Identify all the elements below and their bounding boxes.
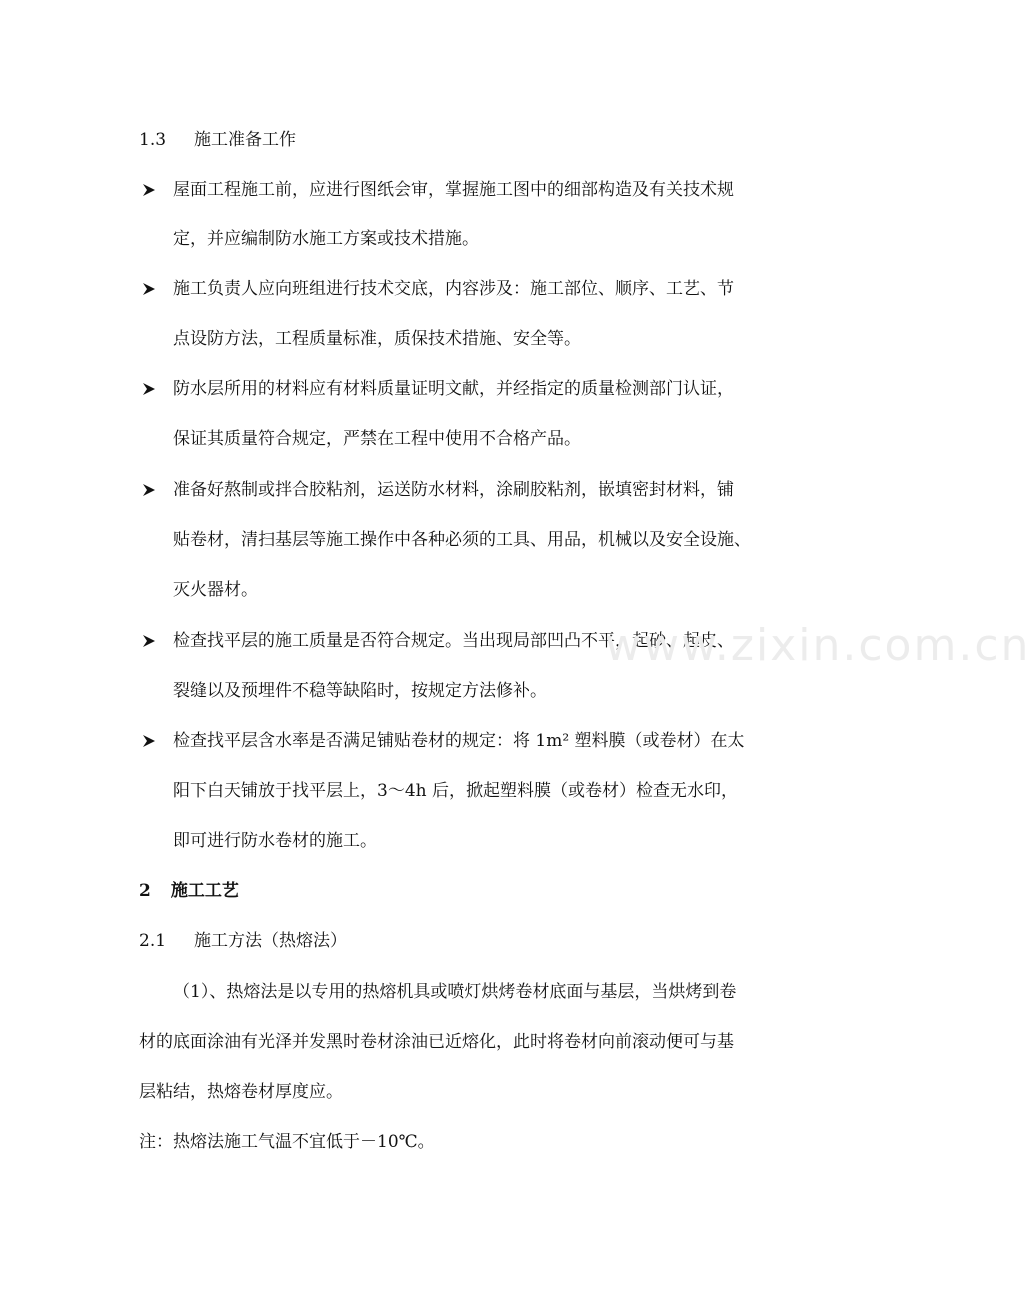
paragraph-line: （1）、热熔法是以专用的热熔机具或喷灯烘烤卷材底面与基层，当烘烤到卷: [173, 982, 737, 1002]
paragraph-line: 层粘结，热熔卷材厚度应。: [139, 1082, 343, 1102]
list-item-line: 屋面工程施工前，应进行图纸会审，掌握施工图中的细部构造及有关技术规: [173, 180, 734, 200]
list-item-line: 施工负责人应向班组进行技术交底，内容涉及：施工部位、顺序、工艺、节: [173, 279, 734, 299]
list-item-line: 裂缝以及预埋件不稳等缺陷时，按规定方法修补。: [173, 681, 547, 701]
list-item-line: 灭火器材。: [173, 580, 258, 600]
section-number: 2: [139, 881, 151, 901]
arrowhead-bullet-icon: [142, 480, 156, 500]
arrowhead-bullet-icon: [142, 180, 156, 200]
section-number: 2.1: [139, 931, 167, 951]
list-item-line: 准备好熬制或拌合胶粘剂，运送防水材料，涂刷胶粘剂，嵌填密封材料，铺: [173, 480, 734, 500]
section-title: 施工准备工作: [194, 130, 297, 150]
arrowhead-bullet-icon: [142, 731, 156, 751]
list-item-line: 检查找平层含水率是否满足铺贴卷材的规定：将 1m² 塑料膜（或卷材）在太: [173, 731, 745, 751]
arrowhead-bullet-icon: [142, 279, 156, 299]
arrowhead-bullet-icon: [142, 379, 156, 399]
list-item-line: 贴卷材，清扫基层等施工操作中各种必须的工具、用品，机械以及安全设施、: [173, 530, 751, 550]
section-title: 施工方法（热熔法）: [194, 931, 348, 951]
list-item-line: 防水层所用的材料应有材料质量证明文献，并经指定的质量检测部门认证，: [173, 379, 734, 399]
section-heading-2: [139, 881, 239, 901]
list-item-line: 检查找平层的施工质量是否符合规定。当出现局部凹凸不平，起砂、起皮、: [173, 631, 734, 651]
section-title: 施工工艺: [170, 881, 239, 901]
list-item-line: 点设防方法，工程质量标准，质保技术措施、安全等。: [173, 329, 581, 349]
arrowhead-bullet-icon: [142, 631, 156, 651]
section-number: 1.3: [139, 130, 167, 150]
list-item-line: 阳下白天铺放于找平层上，3～4h 后，掀起塑料膜（或卷材）检查无水印，: [173, 781, 738, 801]
list-item-line: 即可进行防水卷材的施工。: [173, 831, 377, 851]
note-text: 注：热熔法施工气温不宜低于－10℃。: [139, 1132, 435, 1152]
section-heading-2-1: [139, 931, 347, 951]
section-heading-1-3: [139, 130, 296, 150]
list-item-line: 定，并应编制防水施工方案或技术措施。: [173, 229, 479, 249]
list-item-line: 保证其质量符合规定，严禁在工程中使用不合格产品。: [173, 429, 581, 449]
paragraph-line: 材的底面涂油有光泽并发黑时卷材涂油已近熔化，此时将卷材向前滚动便可与基: [139, 1032, 734, 1052]
watermark: www.zixin.com.cn: [605, 620, 1030, 671]
